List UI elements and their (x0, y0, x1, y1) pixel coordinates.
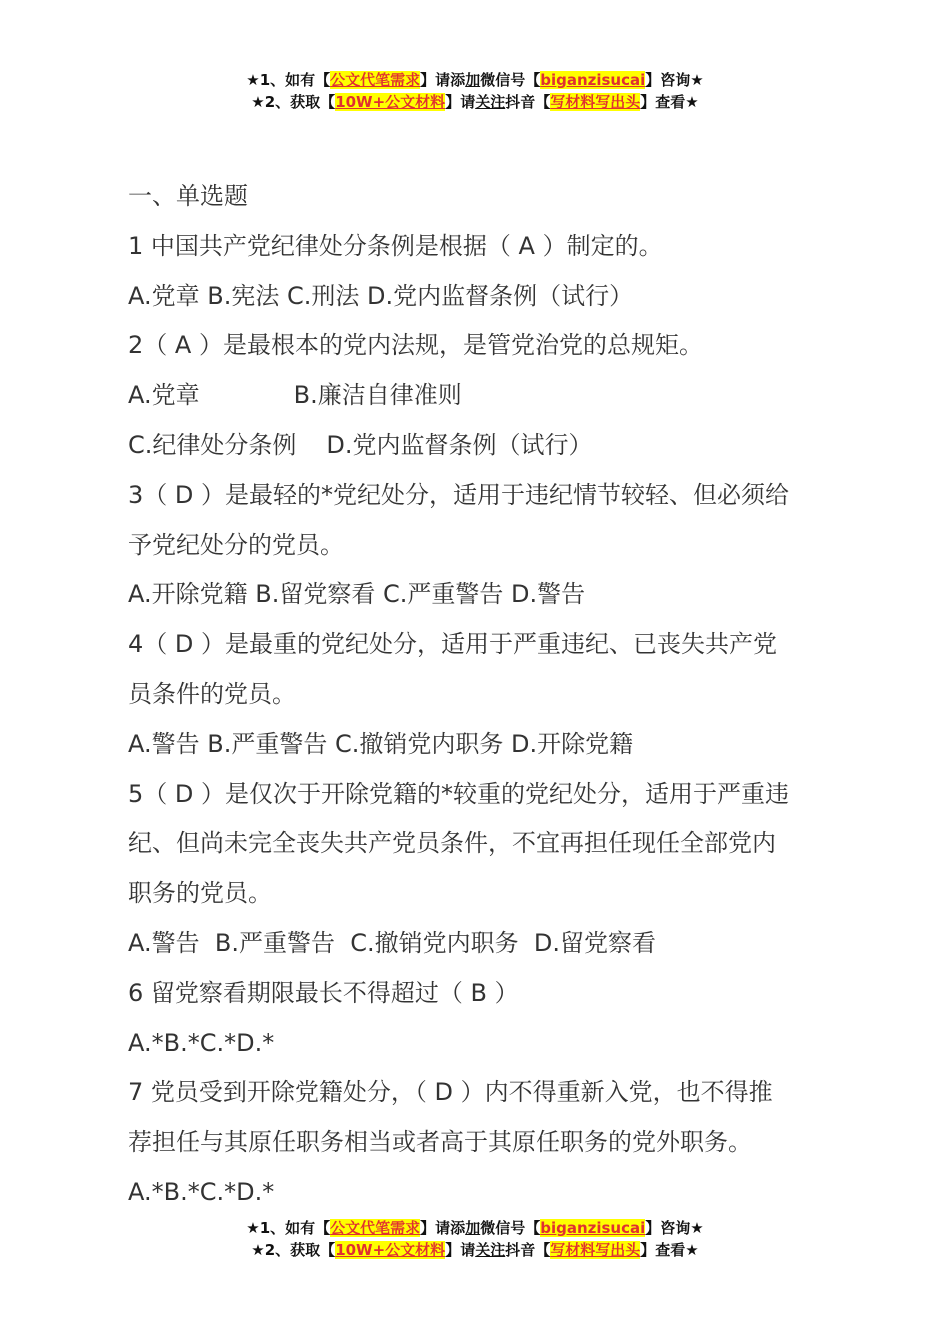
promo-text: 】咨询★ (645, 1219, 704, 1237)
promo-highlight: 公文代笔需求 (330, 1219, 421, 1237)
promo-text: 】咨询★ (645, 71, 704, 89)
promo-highlight: 10W+公文材料 (335, 93, 446, 111)
option-b: B.廉洁自律准则 (293, 381, 462, 410)
question-1: 1 中国共产党纪律处分条例是根据（ A ）制定的。 (128, 231, 663, 260)
header-promo (0, 69, 950, 113)
question-3-options: A.开除党籍 B.留党察看 C.严重警告 D.警告 (128, 580, 586, 609)
question-5-line-1: 5（ D ）是仅次于开除党籍的*较重的党纪处分，适用于严重违 (128, 779, 790, 808)
promo-text: 】请添 (420, 71, 466, 89)
promo-underlined: 加 (465, 1219, 481, 1237)
promo-underlined: 关注 (475, 1241, 506, 1259)
promo-wechat-id: biganzisucai (540, 71, 646, 89)
question-4-options: A.警告 B.严重警告 C.撤销党内职务 D.开除党籍 (128, 729, 634, 758)
question-1-options: A.党章 B.宪法 C.刑法 D.党内监督条例（试行） (128, 281, 634, 310)
promo-line-1 (0, 69, 950, 91)
question-7-line-1: 7 党员受到开除党籍处分，（ D ）内不得重新入党，也不得推 (128, 1078, 773, 1107)
option-c: C.纪律处分条例 (128, 430, 297, 459)
promo-text: ★1、如有【 (246, 71, 331, 89)
document-body (128, 172, 828, 1218)
promo-text: 】查看★ (640, 1241, 699, 1259)
promo-text: 】请 (445, 93, 476, 111)
promo-text: 微信号【 (480, 71, 541, 89)
question-5-options: A.警告 B.严重警告 C.撤销党内职务 D.留党察看 (128, 928, 656, 957)
footer-promo (0, 1217, 950, 1261)
promo-wechat-id: biganzisucai (540, 1219, 646, 1237)
question-6: 6 留党察看期限最长不得超过（ B ） (128, 978, 519, 1007)
promo-text: 】查看★ (640, 93, 699, 111)
question-4-line-2: 员条件的党员。 (128, 679, 296, 708)
promo-text: 抖音【 (505, 1241, 551, 1259)
promo-text: 抖音【 (505, 93, 551, 111)
section-heading: 一、单选题 (128, 182, 248, 210)
question-2-options-row-2 (128, 421, 828, 471)
promo-line-2 (0, 91, 950, 113)
promo-text: ★2、获取【 (251, 1241, 336, 1259)
promo-text: ★1、如有【 (246, 1219, 331, 1237)
question-7-line-2: 荐担任与其原任职务相当或者高于其原任职务的党外职务。 (128, 1128, 752, 1157)
question-4-line-1: 4（ D ）是最重的党纪处分，适用于严重违纪、已丧失共产党 (128, 630, 778, 659)
promo-line-2 (0, 1239, 950, 1261)
option-d: D.党内监督条例（试行） (326, 430, 593, 459)
promo-douyin-name: 写材料写出头 (550, 93, 641, 111)
promo-douyin-name: 写材料写出头 (550, 1241, 641, 1259)
promo-highlight: 10W+公文材料 (335, 1241, 446, 1259)
promo-highlight: 公文代笔需求 (330, 71, 421, 89)
promo-text: ★2、获取【 (251, 93, 336, 111)
question-3-line-2: 予党纪处分的党员。 (128, 530, 344, 559)
promo-text: 微信号【 (480, 1219, 541, 1237)
promo-text: 】请添 (420, 1219, 466, 1237)
question-7-options: A.*B.*C.*D.* (128, 1177, 275, 1206)
question-6-options: A.*B.*C.*D.* (128, 1028, 275, 1057)
question-5-line-2: 纪、但尚未完全丧失共产党员条件，不宜再担任现任全部党内 (128, 829, 776, 858)
question-2-options-row-1 (128, 371, 828, 421)
question-3-line-1: 3（ D ）是最轻的*党纪处分，适用于违纪情节较轻、但必须给 (128, 480, 790, 509)
promo-underlined: 关注 (475, 93, 506, 111)
promo-line-1 (0, 1217, 950, 1239)
promo-underlined: 加 (465, 71, 481, 89)
question-5-line-3: 职务的党员。 (128, 879, 272, 908)
question-2: 2（ A ）是最根本的党内法规，是管党治党的总规矩。 (128, 331, 703, 360)
promo-text: 】请 (445, 1241, 476, 1259)
option-a: A.党章 (128, 381, 200, 410)
